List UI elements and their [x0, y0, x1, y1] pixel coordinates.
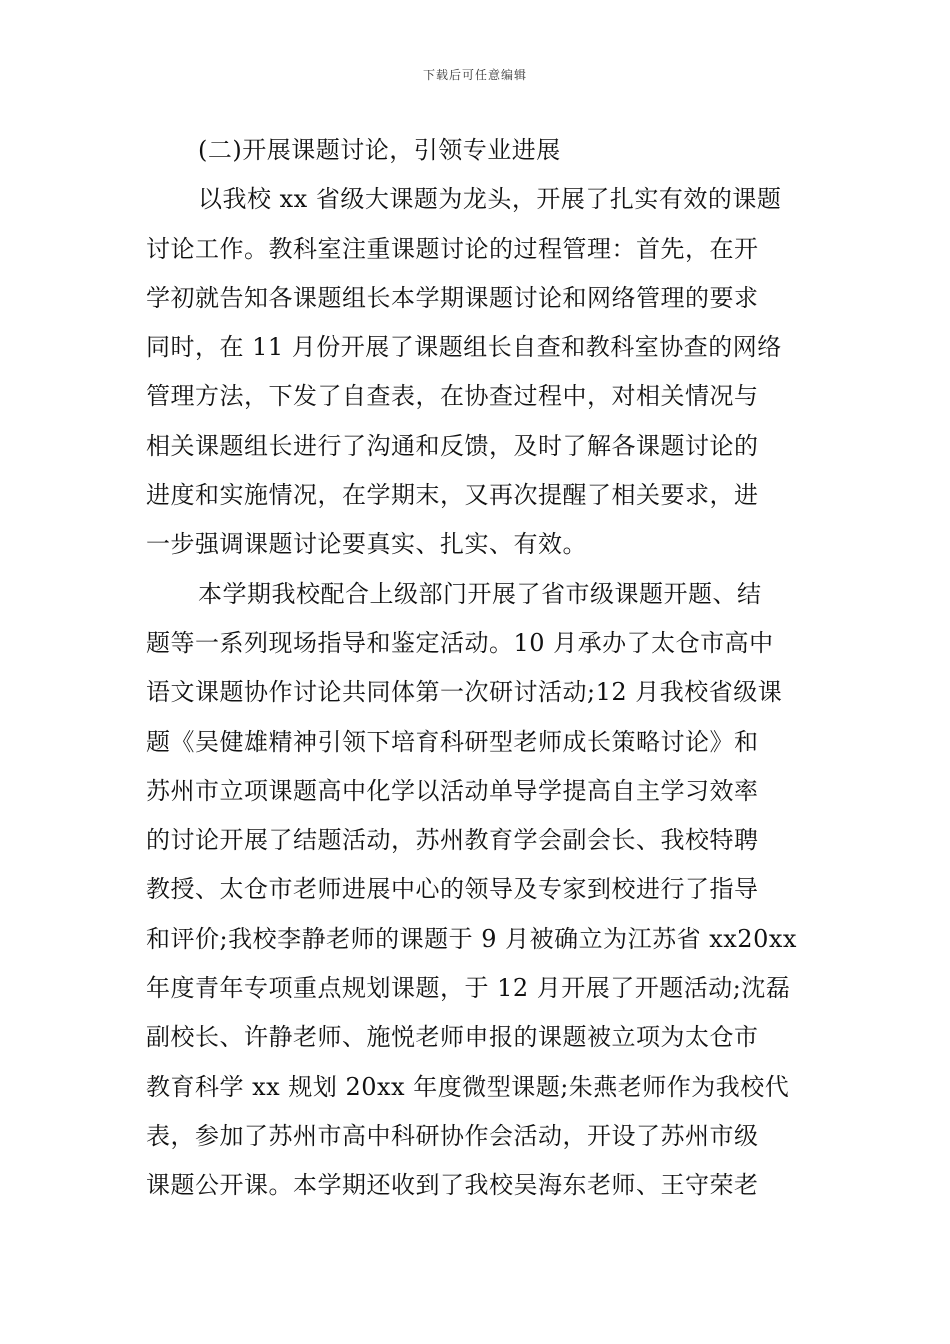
text-line: 课题公开课。本学期还收到了我校吴海东老师、王守荣老 [146, 1171, 759, 1200]
text-line: 一步强调课题讨论要真实、扎实、有效。 [146, 530, 587, 559]
text-line: 苏州市立项课题高中化学以活动单导学提高自主学习效率 [146, 776, 759, 805]
text-line: 同时，在 11 月份开展了课题组长自查和教科室协查的网络 [146, 333, 782, 362]
text-line: 学初就告知各课题组长本学期课题讨论和网络管理的要求 [146, 283, 759, 312]
text-line: (二)开展课题讨论，引领专业进展 [198, 136, 561, 164]
text-line: 题《吴健雄精神引领下培育科研型老师成长策略讨论》和 [146, 727, 759, 756]
text-line: 和评价;我校李静老师的课题于 9 月被确立为江苏省 xx20xx [146, 924, 797, 953]
text-line: 语文课题协作讨论共同体第一次研讨活动;12 月我校省级课 [146, 678, 783, 707]
text-line: 教育科学 xx 规划 20xx 年度微型课题;朱燕老师作为我校代 [146, 1072, 790, 1101]
text-line: 表，参加了苏州市高中科研协作会活动，开设了苏州市级 [146, 1121, 759, 1150]
text-line: 题等一系列现场指导和鉴定活动。10 月承办了太仓市高中 [146, 628, 774, 657]
text-line: 的讨论开展了结题活动，苏州教育学会副会长、我校特聘 [146, 826, 759, 855]
document-body [146, 126, 806, 1211]
page-header: 下载后可任意编辑 [422, 68, 527, 82]
text-line: 教授、太仓市老师进展中心的领导及专家到校进行了指导 [146, 875, 759, 904]
text-line: 以我校 xx 省级大课题为龙头，开展了扎实有效的课题 [198, 185, 782, 214]
text-line: 年度青年专项重点规划课题，于 12 月开展了开题活动;沈磊 [146, 974, 791, 1003]
text-line: 相关课题组长进行了沟通和反馈，及时了解各课题讨论的 [146, 431, 759, 460]
text-line: 本学期我校配合上级部门开展了省市级课题开题、结 [198, 579, 762, 608]
text-line: 进度和实施情况，在学期末，又再次提醒了相关要求，进 [146, 481, 759, 510]
text-line: 讨论工作。教科室注重课题讨论的过程管理：首先，在开 [146, 234, 759, 263]
text-line: 副校长、许静老师、施悦老师申报的课题被立项为太仓市 [146, 1023, 759, 1052]
text-line: 管理方法，下发了自查表，在协查过程中，对相关情况与 [146, 382, 759, 411]
